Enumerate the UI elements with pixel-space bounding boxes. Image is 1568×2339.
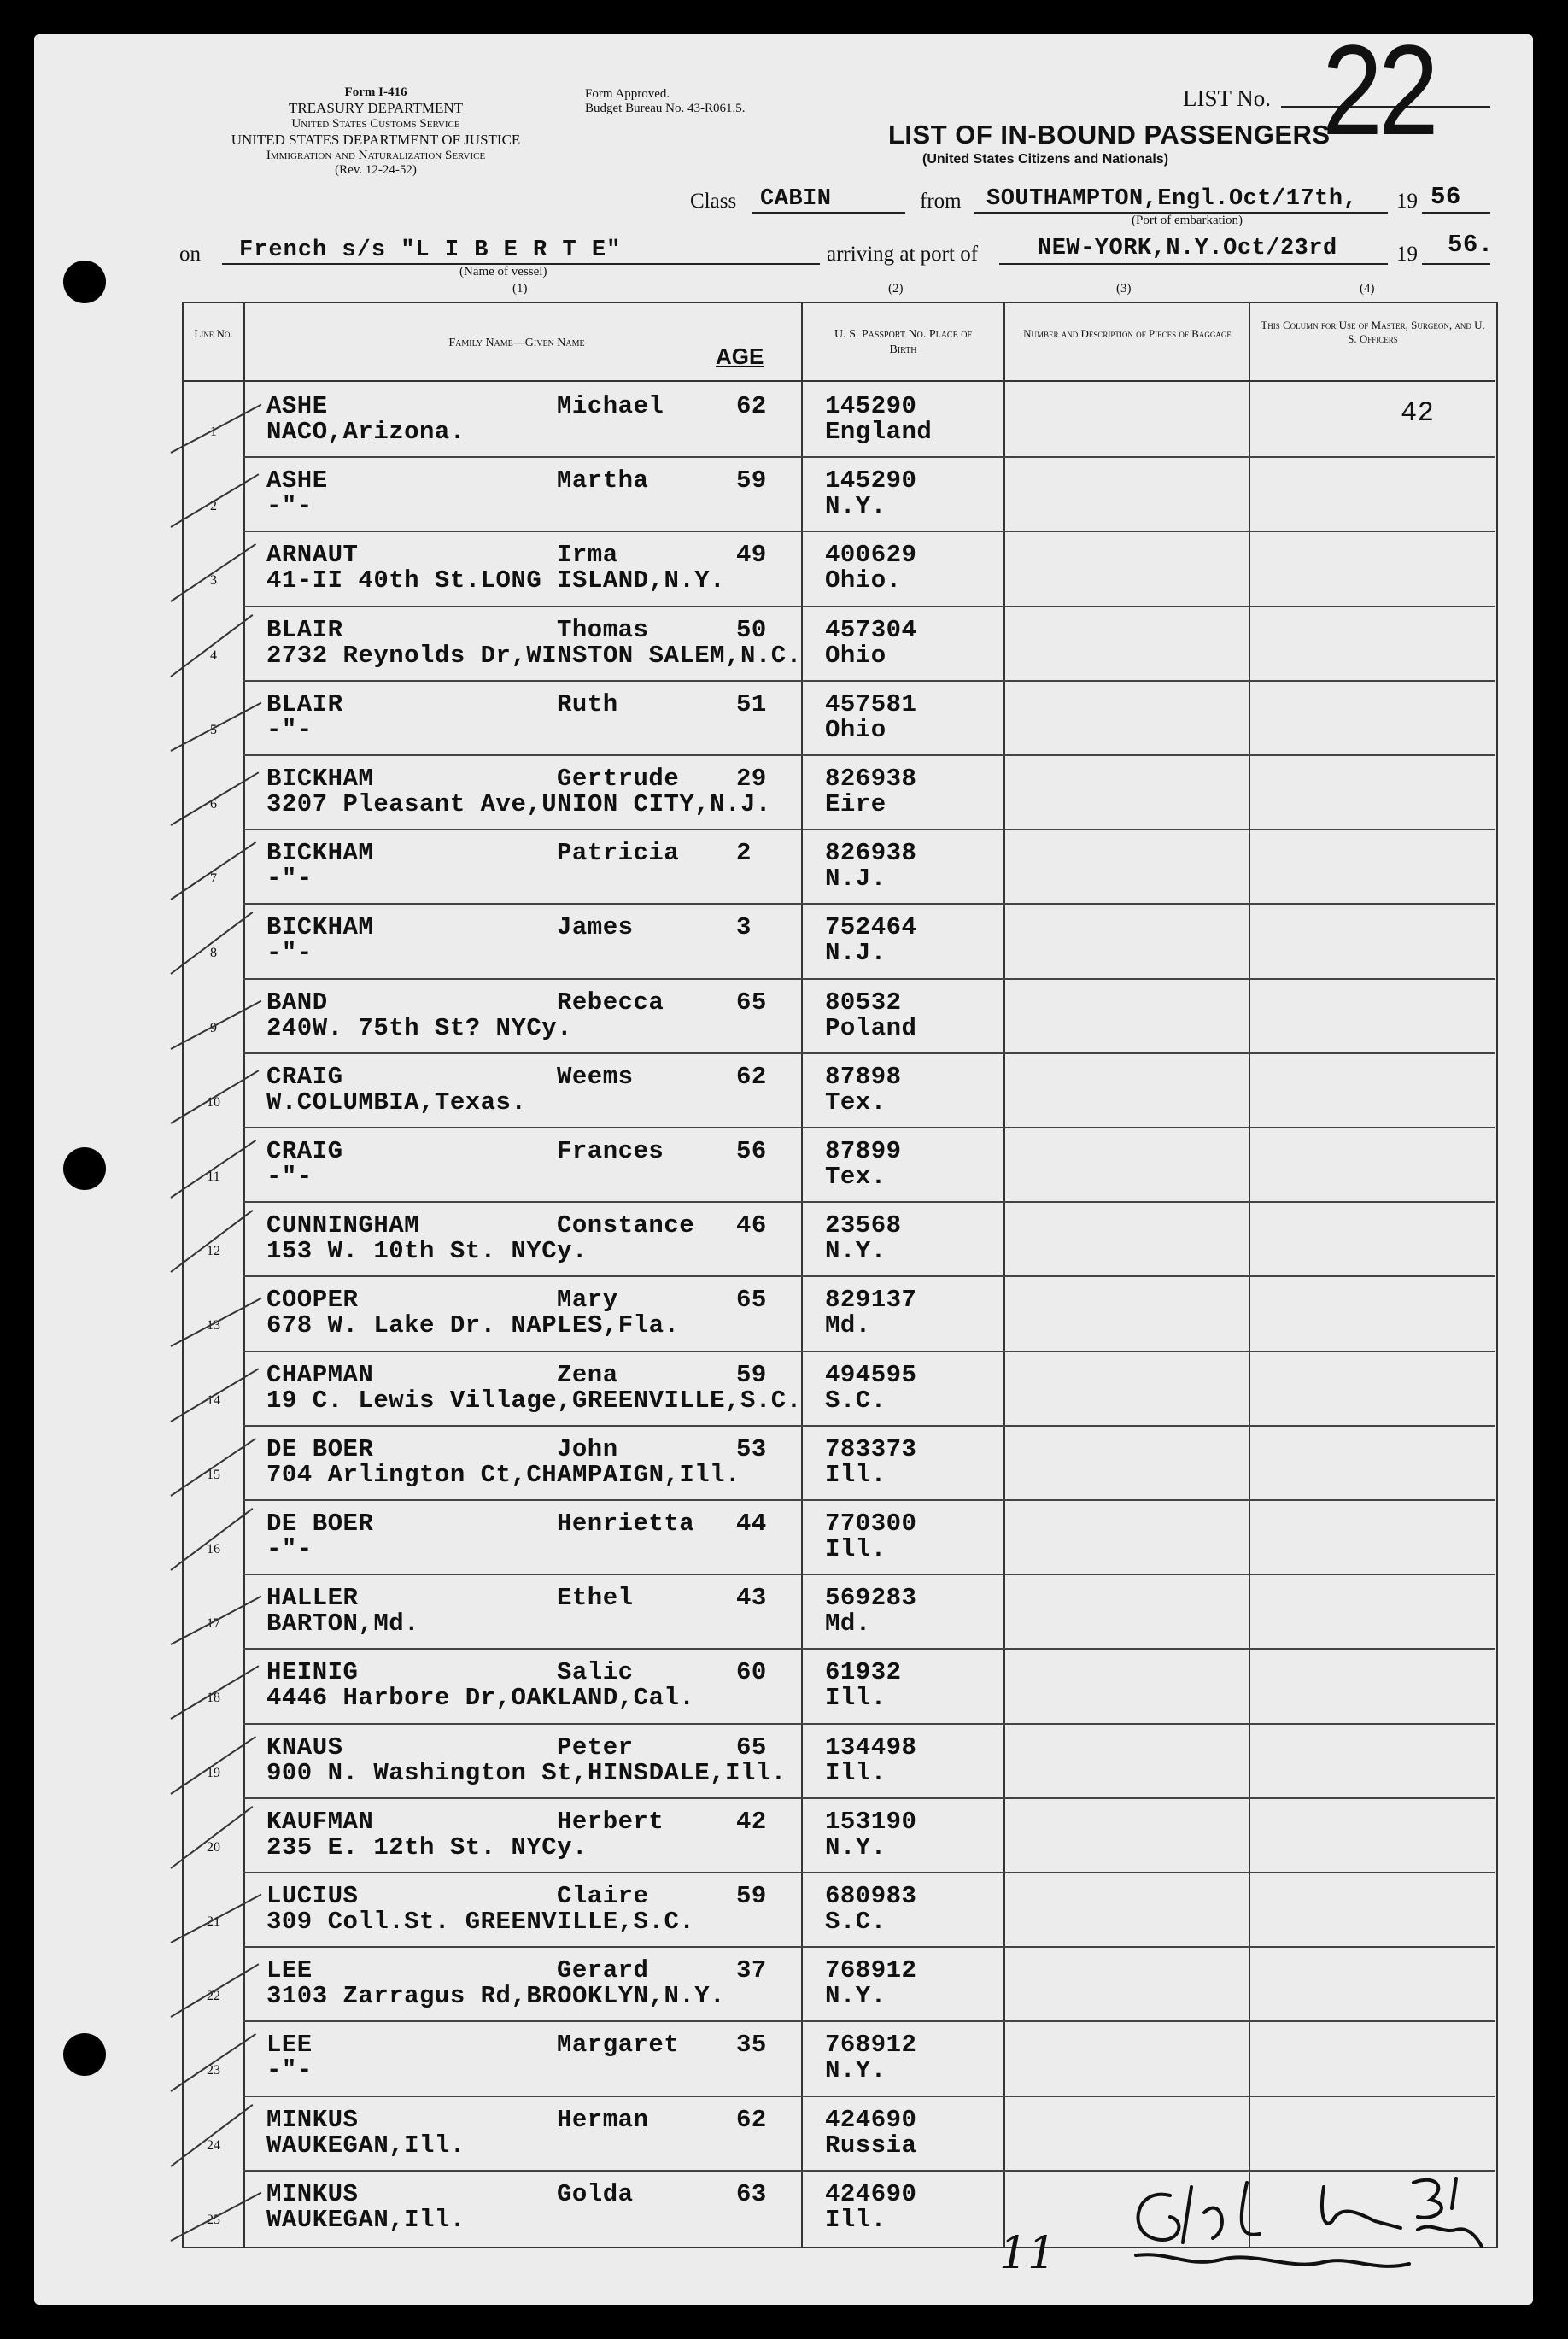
passenger-address: 3103 Zarragus Rd,BROOKLYN,N.Y. <box>266 1982 726 2011</box>
passenger-age: 62 <box>736 2105 767 2134</box>
from-label: from <box>920 190 962 213</box>
place-of-birth: England <box>825 418 933 446</box>
passport-number: 87898 <box>825 1062 902 1091</box>
passenger-family-name: DE BOER <box>266 1434 374 1463</box>
passenger-family-name: LEE <box>266 1956 313 1985</box>
place-of-birth: S.C. <box>825 1908 886 1936</box>
row-divider <box>243 1648 1495 1650</box>
punch-hole-middle <box>63 1147 106 1190</box>
place-of-birth: Md. <box>825 1609 871 1638</box>
passenger-family-name: BICKHAM <box>266 913 374 942</box>
passport-number: 23568 <box>825 1211 902 1240</box>
place-of-birth: Md. <box>825 1311 871 1340</box>
passenger-given-name: Rebecca <box>557 988 664 1017</box>
passenger-family-name: KNAUS <box>266 1732 343 1762</box>
line-number: 7 <box>210 871 217 887</box>
line-number: 19 <box>207 1765 220 1780</box>
passenger-given-name: Zena <box>557 1360 618 1389</box>
passenger-age: 29 <box>736 765 767 793</box>
passport-number: 826938 <box>825 765 917 793</box>
port-caption: (Port of embarkation) <box>1132 214 1243 227</box>
col-head-passport: U. S. Passport No. Place of Birth <box>834 328 972 356</box>
passport-number: 424690 <box>825 2105 917 2134</box>
passenger-age: 59 <box>736 466 767 495</box>
passenger-given-name: Herbert <box>557 1807 664 1836</box>
row-divider <box>243 1499 1495 1501</box>
row-divider <box>243 680 1495 682</box>
passenger-family-name: CUNNINGHAM <box>266 1211 420 1240</box>
passenger-family-name: DE BOER <box>266 1510 374 1538</box>
line-number: 22 <box>207 1989 220 2004</box>
passport-number: 400629 <box>825 541 917 570</box>
passenger-age: 60 <box>736 1658 767 1687</box>
form-approved: Form Approved. <box>585 87 670 101</box>
passenger-age: 53 <box>736 1434 767 1463</box>
row-divider <box>243 1797 1495 1799</box>
passenger-family-name: ASHE <box>266 392 328 420</box>
line-number: 24 <box>207 2137 220 2153</box>
passenger-age: 62 <box>736 392 767 420</box>
list-number: 22 <box>1322 18 1435 161</box>
passenger-given-name: Ruth <box>557 689 618 718</box>
passenger-address: NACO,Arizona. <box>266 418 465 446</box>
budget-bureau-no: Budget Bureau No. 43-R061.5. <box>585 102 746 116</box>
passport-number: 770300 <box>825 1510 917 1538</box>
list-subtitle: (United States Citizens and Nationals) <box>922 152 1169 167</box>
row-divider <box>243 1723 1495 1725</box>
passenger-family-name: MINKUS <box>266 2179 359 2208</box>
passenger-family-name: CHAPMAN <box>266 1360 374 1389</box>
vessel-caption: (Name of vessel) <box>459 265 547 278</box>
passenger-given-name: Mary <box>557 1286 618 1315</box>
place-of-birth: Ohio. <box>825 566 902 595</box>
passport-number: 145290 <box>825 466 917 495</box>
passenger-family-name: CRAIG <box>266 1062 343 1091</box>
officer-signature <box>1119 2170 1486 2281</box>
passenger-address: 41-II 40th St.LONG ISLAND,N.Y. <box>266 566 726 595</box>
passport-number: 569283 <box>825 1584 917 1613</box>
passenger-address: WAUKEGAN,Ill. <box>266 2205 465 2234</box>
place-of-birth: N.J. <box>825 865 886 894</box>
customs-service: United States Customs Service <box>291 116 460 131</box>
year1-value: 56 <box>1431 183 1461 211</box>
passport-number: 87899 <box>825 1137 902 1165</box>
passenger-address: -"- <box>266 1535 313 1563</box>
line-number: 6 <box>210 797 217 812</box>
passenger-given-name: Margaret <box>557 2031 680 2060</box>
list-title: LIST OF IN-BOUND PASSENGERS <box>888 120 1331 149</box>
row-divider <box>243 1574 1495 1575</box>
arrival-port: NEW-YORK,N.Y.Oct/23rd <box>1038 236 1337 261</box>
treasury-dept: TREASURY DEPARTMENT <box>288 100 464 117</box>
line-number: 3 <box>210 573 217 589</box>
line-number: 12 <box>207 1244 220 1259</box>
line-number: 16 <box>207 1542 220 1556</box>
line-number: 10 <box>207 1094 220 1110</box>
place-of-birth: Ohio <box>825 715 886 744</box>
line-number: 5 <box>210 722 217 737</box>
passenger-age: 43 <box>736 1584 767 1613</box>
passenger-family-name: MINKUS <box>266 2105 359 2134</box>
passenger-given-name: Martha <box>557 466 649 495</box>
place-of-birth: N.Y. <box>825 2056 886 2085</box>
passenger-age: 65 <box>736 988 767 1017</box>
passenger-age: 42 <box>736 1807 767 1836</box>
passenger-given-name: Michael <box>557 392 664 420</box>
col-divider-passport <box>801 302 803 2247</box>
passenger-given-name: John <box>557 1434 618 1463</box>
row-divider <box>243 1872 1495 1873</box>
col-head-line-no: Line No. <box>194 327 233 340</box>
passenger-family-name: LUCIUS <box>266 1882 359 1910</box>
passenger-age: 50 <box>736 615 767 644</box>
col-head-officers: This Column for Use of Master, Surgeon, and U. S. Officers <box>1261 319 1485 346</box>
line-number: 17 <box>207 1616 220 1632</box>
passenger-family-name: BLAIR <box>266 615 343 644</box>
place-of-birth: N.Y. <box>825 1237 886 1266</box>
col-head-age: AGE <box>716 343 764 369</box>
class-value: CABIN <box>760 186 832 212</box>
passenger-age: 65 <box>736 1732 767 1762</box>
passenger-address: 240W. 75th St? NYCy. <box>266 1013 573 1042</box>
arrival-line <box>999 263 1388 265</box>
passenger-address: 153 W. 10th St. NYCy. <box>266 1237 588 1266</box>
immigration-service: Immigration and Naturalization Service <box>266 148 486 162</box>
passenger-family-name: ASHE <box>266 466 328 495</box>
row-divider <box>243 531 1495 532</box>
row-divider <box>243 903 1495 905</box>
passenger-address: WAUKEGAN,Ill. <box>266 2131 465 2160</box>
line-number: 13 <box>207 1318 220 1334</box>
passenger-given-name: Patricia <box>557 839 680 868</box>
passenger-given-name: Herman <box>557 2105 649 2134</box>
embarkation-port: SOUTHAMPTON,Engl.Oct/17th, <box>986 186 1358 212</box>
passenger-age: 37 <box>736 1956 767 1985</box>
line-number: 4 <box>210 648 217 663</box>
form-revision: (Rev. 12-24-52) <box>335 162 417 177</box>
passenger-family-name: KAUFMAN <box>266 1807 374 1836</box>
place-of-birth: Ill. <box>825 1535 886 1563</box>
passenger-address: 19 C. Lewis Village,GREENVILLE,S.C. <box>266 1386 802 1415</box>
passenger-age: 46 <box>736 1211 767 1240</box>
passenger-age: 51 <box>736 689 767 718</box>
passenger-given-name: Gertrude <box>557 765 680 793</box>
line-number: 14 <box>207 1392 220 1408</box>
passenger-family-name: BICKHAM <box>266 765 374 793</box>
passport-number: 768912 <box>825 1956 917 1985</box>
year2-prefix: 19 <box>1396 243 1418 266</box>
passport-number: 80532 <box>825 988 902 1017</box>
officer-note: 42 <box>1401 397 1435 429</box>
passenger-age: 62 <box>736 1062 767 1091</box>
list-no-label: LIST No. <box>1183 85 1272 111</box>
row-divider <box>243 2020 1495 2022</box>
place-of-birth: N.J. <box>825 939 886 968</box>
passport-number: 680983 <box>825 1882 917 1910</box>
col-divider-officers <box>1249 302 1250 2247</box>
passenger-age: 35 <box>736 2031 767 2060</box>
year2-value: 56. <box>1448 231 1494 259</box>
column-4-number: (4) <box>1360 282 1375 296</box>
passenger-address: 2732 Reynolds Dr,WINSTON SALEM,N.C. <box>266 641 802 670</box>
line-number: 25 <box>207 2212 220 2227</box>
passport-number: 768912 <box>825 2031 917 2060</box>
passenger-address: 678 W. Lake Dr. NAPLES,Fla. <box>266 1311 680 1340</box>
line-number: 1 <box>210 425 217 439</box>
passport-number: 424690 <box>825 2179 917 2208</box>
place-of-birth: Ill. <box>825 1460 886 1489</box>
passport-number: 752464 <box>825 913 917 942</box>
passenger-address: -"- <box>266 715 313 744</box>
punch-hole-top <box>63 261 106 303</box>
arriving-label: arriving at port of <box>827 243 979 266</box>
passenger-address: -"- <box>266 1163 313 1191</box>
form-agency-block <box>179 85 572 178</box>
row-divider <box>243 606 1495 607</box>
line-number: 9 <box>210 1020 217 1035</box>
passport-number: 457581 <box>825 689 917 718</box>
place-of-birth: Russia <box>825 2131 917 2160</box>
passenger-family-name: BLAIR <box>266 689 343 718</box>
line-number: 23 <box>207 2063 220 2078</box>
passenger-address: 309 Coll.St. GREENVILLE,S.C. <box>266 1908 695 1936</box>
place-of-birth: Ill. <box>825 2205 886 2234</box>
year2-line <box>1422 263 1490 265</box>
passenger-given-name: Salic <box>557 1658 634 1687</box>
passenger-family-name: CRAIG <box>266 1137 343 1165</box>
passenger-given-name: Peter <box>557 1732 634 1762</box>
passenger-given-name: Frances <box>557 1137 664 1165</box>
vessel-name: French s/s "L I B E R T E" <box>239 237 622 263</box>
justice-dept: UNITED STATES DEPARTMENT OF JUSTICE <box>231 132 521 149</box>
passenger-address: 4446 Harbore Dr,OAKLAND,Cal. <box>266 1684 695 1713</box>
passenger-family-name: HEINIG <box>266 1658 359 1687</box>
row-divider <box>243 1946 1495 1948</box>
year1-prefix: 19 <box>1396 190 1418 213</box>
passport-number: 783373 <box>825 1434 917 1463</box>
place-of-birth: Poland <box>825 1013 917 1042</box>
passenger-age: 63 <box>736 2179 767 2208</box>
form-number: Form I-416 <box>344 85 407 99</box>
passenger-address: 704 Arlington Ct,CHAMPAIGN,Ill. <box>266 1460 740 1489</box>
column-1-number: (1) <box>512 282 528 296</box>
passenger-family-name: BICKHAM <box>266 839 374 868</box>
passenger-family-name: ARNAUT <box>266 541 359 570</box>
passenger-family-name: COOPER <box>266 1286 359 1315</box>
passenger-given-name: Henrietta <box>557 1510 695 1538</box>
place-of-birth: Ohio <box>825 641 886 670</box>
passenger-age: 3 <box>736 913 752 942</box>
line-number: 8 <box>210 946 217 961</box>
line-number: 21 <box>207 1914 220 1929</box>
passenger-age: 59 <box>736 1882 767 1910</box>
place-of-birth: N.Y. <box>825 1982 886 2011</box>
row-divider <box>243 1201 1495 1203</box>
place-of-birth: S.C. <box>825 1386 886 1415</box>
place-of-birth: Ill. <box>825 1758 886 1787</box>
passenger-family-name: LEE <box>266 2031 313 2060</box>
passenger-address: 900 N. Washington St,HINSDALE,Ill. <box>266 1758 787 1787</box>
passenger-address: -"- <box>266 865 313 894</box>
col-head-name: Family Name—Given Name <box>448 337 585 349</box>
col-head-baggage: Number and Description of Pieces of Baggage <box>1023 327 1232 340</box>
passenger-family-name: HALLER <box>266 1584 359 1613</box>
on-label: on <box>179 243 201 266</box>
col-divider-baggage <box>1003 302 1005 2247</box>
line-number: 18 <box>207 1691 220 1706</box>
row-divider <box>243 456 1495 458</box>
place-of-birth: Tex. <box>825 1087 886 1117</box>
passenger-address: 235 E. 12th St. NYCy. <box>266 1832 588 1861</box>
passenger-age: 56 <box>736 1137 767 1165</box>
punch-hole-bottom <box>63 2033 106 2076</box>
row-divider <box>243 1425 1495 1427</box>
passenger-given-name: Claire <box>557 1882 649 1910</box>
header-divider <box>182 380 1495 382</box>
passenger-given-name: Golda <box>557 2179 634 2208</box>
passenger-given-name: Weems <box>557 1062 634 1091</box>
row-divider <box>243 2096 1495 2097</box>
passenger-age: 65 <box>736 1286 767 1315</box>
page-tally: 11 <box>999 2228 1056 2279</box>
year1-line <box>1422 212 1490 214</box>
budget-block <box>585 87 745 117</box>
class-line <box>752 212 905 214</box>
place-of-birth: N.Y. <box>825 492 886 521</box>
passenger-age: 49 <box>736 541 767 570</box>
passenger-given-name: Thomas <box>557 615 649 644</box>
passenger-address: 3207 Pleasant Ave,UNION CITY,N.J. <box>266 790 771 818</box>
passport-number: 494595 <box>825 1360 917 1389</box>
passenger-given-name: Gerard <box>557 1956 649 1985</box>
row-divider <box>243 978 1495 980</box>
row-divider <box>243 754 1495 756</box>
passenger-given-name: Ethel <box>557 1584 634 1613</box>
line-number: 20 <box>207 1839 220 1855</box>
passenger-given-name: Irma <box>557 541 618 570</box>
passenger-address: BARTON,Md. <box>266 1609 420 1638</box>
passport-number: 826938 <box>825 839 917 868</box>
place-of-birth: Ill. <box>825 1684 886 1713</box>
row-divider <box>243 1275 1495 1277</box>
place-of-birth: Tex. <box>825 1163 886 1191</box>
column-2-number: (2) <box>888 282 904 296</box>
passport-number: 457304 <box>825 615 917 644</box>
passenger-age: 44 <box>736 1510 767 1538</box>
passenger-age: 59 <box>736 1360 767 1389</box>
place-of-birth: N.Y. <box>825 1832 886 1861</box>
passenger-address: -"- <box>266 492 313 521</box>
passenger-age: 2 <box>736 839 752 868</box>
passenger-family-name: BAND <box>266 988 328 1017</box>
passenger-address: -"- <box>266 939 313 968</box>
passenger-given-name: James <box>557 913 634 942</box>
column-3-number: (3) <box>1116 282 1132 296</box>
class-label: Class <box>690 190 737 213</box>
passport-number: 153190 <box>825 1807 917 1836</box>
line-number: 15 <box>207 1467 220 1482</box>
place-of-birth: Eire <box>825 790 886 818</box>
line-number: 2 <box>210 499 217 514</box>
row-divider <box>243 1052 1495 1054</box>
col-divider-name <box>243 302 245 2247</box>
row-divider <box>243 1351 1495 1352</box>
passenger-given-name: Constance <box>557 1211 695 1240</box>
passenger-address: -"- <box>266 2056 313 2085</box>
line-number: 11 <box>207 1170 220 1184</box>
passport-number: 134498 <box>825 1732 917 1762</box>
row-divider <box>243 1127 1495 1128</box>
row-divider <box>243 829 1495 830</box>
passport-number: 145290 <box>825 392 917 420</box>
passenger-address: W.COLUMBIA,Texas. <box>266 1087 527 1117</box>
passport-number: 61932 <box>825 1658 902 1687</box>
passport-number: 829137 <box>825 1286 917 1315</box>
